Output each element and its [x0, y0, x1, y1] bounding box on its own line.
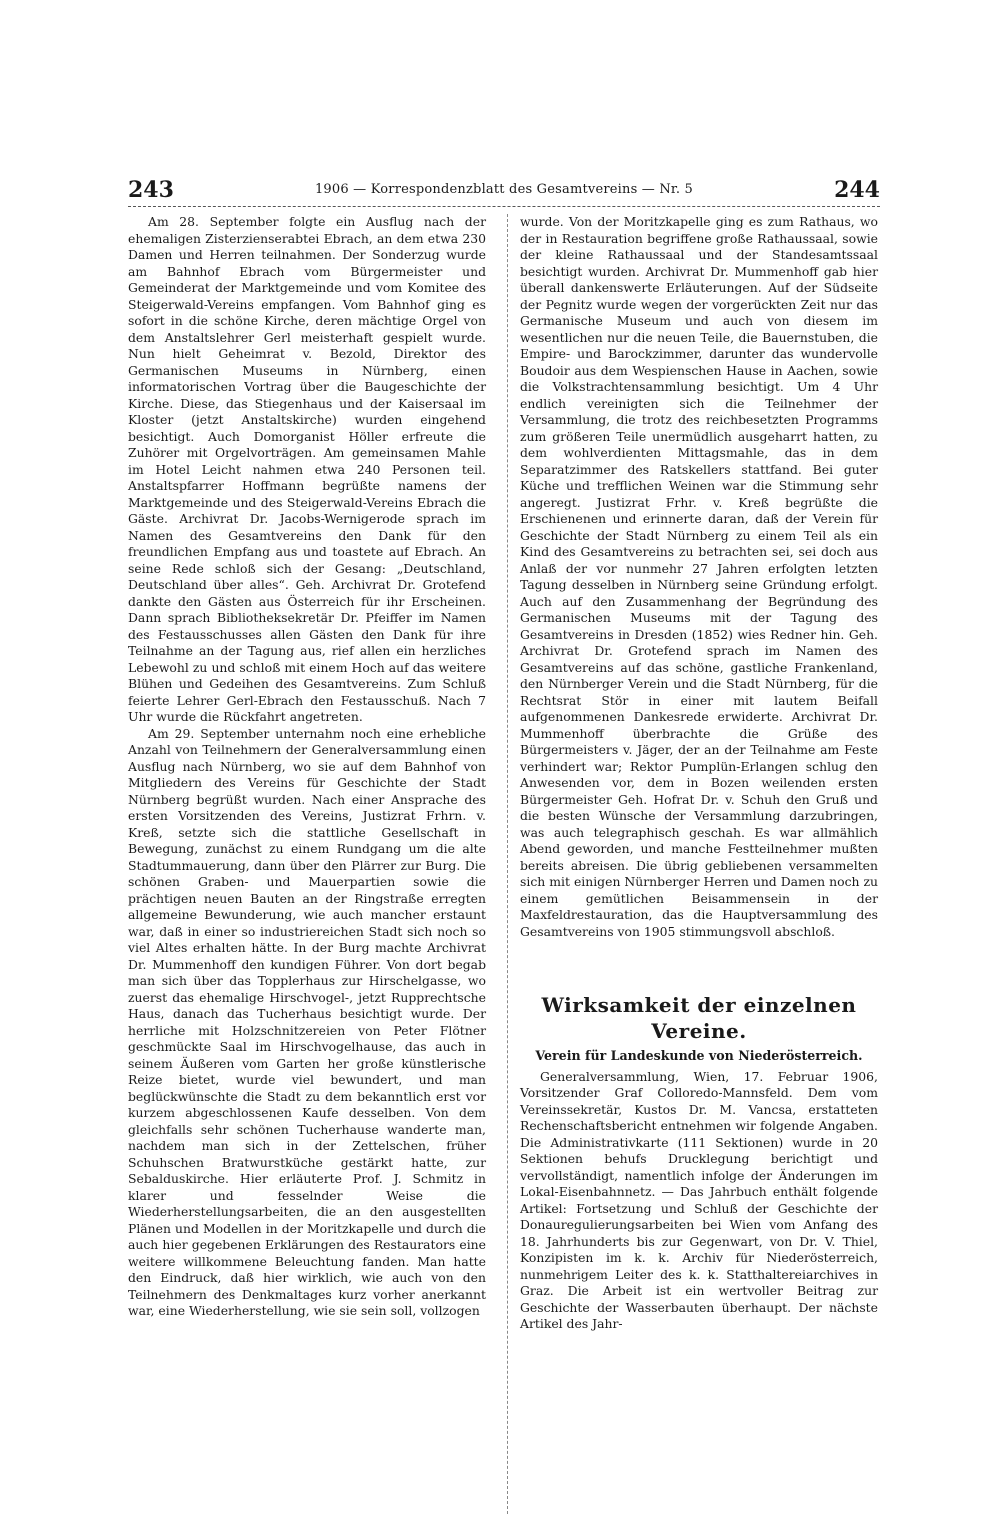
page-number-left: 243 — [128, 177, 174, 203]
column-separator — [507, 214, 508, 1514]
section-title: Wirksamkeit der einzelnen Vereine. — [541, 993, 857, 1043]
header-rule — [128, 206, 880, 207]
right-column — [520, 214, 878, 1333]
paragraph-ebrach-excursion: Am 28. September folgte ein Ausflug nach der ehemaligen Zisterzienserabtei Ebrach, an dem etwa 230 Damen und Herren teilnahmen. Der Sonderzug wurde am Bahnhof Ebrach vom Bürgermeister und Gemeinderat der Marktgemeinde und vom Komitee des Steigerwald-Vereins empfangen. Vom Bahnhof ging es sofort in die schöne Kirche, deren mächtige Orgel von dem Anstaltslehrer Gerl meisterhaft gespielt wurde. Nun hielt Geheimrat v. Bezold, Direktor des Germanischen Museums in Nürnberg, einen informatorischen Vortrag über die Baugeschichte der Kirche. Diese, das Stiegenhaus und der Kaisersaal im Kloster (jetzt Anstaltskirche) wurden eingehend besichtigt. Auch Domorganist Höller erfreute die Zuhörer mit Orgelvorträgen. Am gemeinsamen Mahle im Hotel Leicht nahmen etwa 240 Personen teil. Anstaltspfarrer Hoffmann begrüßte namens der Marktgemeinde und des Steigerwald-Vereins Ebrach die Gäste. Archivrat Dr. Jacobs-Wernigerode sprach im Namen des Gesamtvereins den Dank für den freundlichen Empfang aus und toastete auf Ebrach. An seine Rede schloß sich der Gesang: „Deutschland, Deutschland über alles“. Geh. Archivrat Dr. Grotefend dankte den Gästen aus Österreich für ihr Erscheinen. Dann sprach Bibliotheksekretär Dr. Pfeiffer im Namen des Festausschusses allen Gästen den Dank für ihre Teilnahme an der Tagung aus, rief allen ein herzliches Lebewohl zu und schloß mit einem Hoch auf das weitere Blühen und Gedeihen des Gesamtvereins. Zum Schluß feierte Lehrer Gerl-Ebrach den Festausschuß. Nach 7 Uhr wurde die Rückfahrt angetreten. — [128, 214, 486, 724]
page-number-right: 244 — [834, 177, 880, 203]
subsection-title: Verein für Landeskunde von Niederösterreich. — [535, 1048, 863, 1063]
left-column — [128, 214, 486, 1320]
paragraph-general-assembly: Generalversammlung, Wien, 17. Februar 1906, Vorsitzender Graf Colloredo-Mannsfeld. Dem vom Vereinssekretär, Kustos Dr. M. Vancsa, erstatteten Rechenschaftsbericht entnehmen wir folgende Angaben. Die Administrativkarte (111 Sektionen) wurde in 20 Sektionen behufs Drucklegung berichtigt und vervollständigt, namentlich infolge der Änderungen im Lokal-Eisenbahnnetz. — Das Jahrbuch enthält folgende Artikel: Fortsetzung und Schluß der Geschichte der Donauregulierungsarbeiten bei Wien vom Anfang des 18. Jahrhunderts bis zur Gegenwart, von Dr. V. Thiel, Konzipisten im k. k. Archiv für Niederösterreich, nunmehrigem Leiter des k. k. Statthaltereiarchives in Graz. Die Arbeit ist ein wertvoller Beitrag zur Geschichte der Wasserbauten überhaupt. Der nächste Artikel des Jahr- — [520, 1068, 878, 1331]
page-header — [128, 177, 880, 203]
running-title: 1906 — Korrespondenzblatt des Gesamtvereins — Nr. 5 — [314, 182, 694, 197]
paragraph-nuernberg-excursion: Am 29. September unternahm noch eine erhebliche Anzahl von Teilnehmern der Generalversammlung einen Ausflug nach Nürnberg, wo sie auf dem Bahnhof von Mitgliedern des Vereins für Geschichte der Stadt Nürnberg begrüßt wurden. Nach einer Ansprache des ersten Vorsitzenden des Vereins, Justizrat Frhrn. v. Kreß, setzte sich die stattliche Gesellschaft in Bewegung, zunächst zu einem Rundgang um die alte Stadtummauerung, dann über den Plärrer zur Burg. Die schönen Graben- und Mauerpartien sowie die prächtigen neuen Bauten an der Ringstraße erregten allgemeine Bewunderung, wie auch mancher erstaunt war, daß in einer so industriereichen Stadt sich noch so viel Altes erhalten hätte. In der Burg machte Archivrat Dr. Mummenhoff den kundigen Führer. Von dort begab man sich über das Topplerhaus zur Hirschelgasse, wo zuerst das ehemalige Hirschvogel-, jetzt Rupprechtsche Haus, danach das Tucherhaus besichtigt wurde. Der herrliche mit Holzschnitzereien von Peter Flötner geschmückte Saal im Hirschvogelhause, das auch in seinem Äußeren vom Garten her große künstlerische Reize bietet, wurde viel bewundert, und man beglückwünschte die Stadt zu dem bekanntlich erst vor kurzem abgeschlossenen Kaufe desselben. Von dem gleichfalls sehr schönen Tucherhause wanderte man, nachdem man sich in der Zettelschen, früher Schuhschen Bratwurstküche gestärkt hatte, zur Sebalduskirche. Hier erläuterte Prof. J. Schmitz in klarer und fesselnder Weise die Wiederherstellungsarbeiten, die an den ausgestellten Plänen und Modellen in der Moritzkapelle und durch die auch hier gegebenen Erklärungen des Restaurators eine weitere willkommene Beleuchtung fanden. Man hatte den Eindruck, daß hier wirklich, wie auch von den Teilnehmern des Denkmaltages kurz vorher anerkannt war, eine Wiederherstellung, wie sie sein soll, vollzogen — [128, 725, 486, 1318]
paragraph-continuation: wurde. Von der Moritzkapelle ging es zum Rathaus, wo der in Restauration begriffene große Rathaussaal, sowie der kleine Rathaussaal und der Standesamtssaal besichtigt wurden. Archivrat Dr. Mummenhoff gab hier überall dankenswerte Erläuterungen. Auf der Südseite der Pegnitz wurde wegen der vorgerückten Zeit nur das Germanische Museum und auch von diesem im wesentlichen nur die neuen Teile, die Bauernstuben, die Empire- und Barockzimmer, darunter das wundervolle Boudoir aus dem Wespienschen Hause in Aachen, sowie die Volkstrachtensammlung besichtigt. Um 4 Uhr endlich vereinigten sich die Teilnehmer der Versammlung, die trotz des reichbesetzten Programms zum größeren Teile unermüdlich ausgeharrt hatten, zu dem wohlverdienten Mittagsmahle, das in dem Separatzimmer des Ratskellers stattfand. Bei guter Küche und trefflichen Weinen war die Stimmung sehr angeregt. Justizrat Frhr. v. Kreß begrüßte die Erschienenen und erinnerte daran, daß der Verein für Geschichte der Stadt Nürnberg zu einem Teil als ein Kind des Gesamtvereins zu betrachten sei, sei doch aus Anlaß der vor nunmehr 27 Jahren erfolgten letzten Tagung desselben in Nürnberg seine Gründung erfolgt. Auch auf den Zusammenhang der Begründung des Germanischen Museums mit der Tagung des Gesamtvereins in Dresden (1852) wies Redner hin. Geh. Archivrat Dr. Grotefend sprach im Namen des Gesamtvereins auf das schöne, gastliche Frankenland, den Nürnberger Verein und die Stadt Nürnberg, für die Rechtsrat Stör in einer mit lautem Beifall aufgenommenen Dankesrede erwiderte. Archivrat Dr. Mummenhoff überbrachte die Grüße des Bürgermeisters v. Jäger, der an der Teilnahme am Feste verhindert war; Rektor Pumplün-Erlangen schlug den Anwesenden vor, dem in Bozen weilenden ersten Bürgermeister Geh. Hofrat Dr. v. Schuh den Gruß und die besten Wünsche der Versammlung darzubringen, was auch telegraphisch geschah. Es war allmählich Abend geworden, und manche Festteilnehmer mußten bereits abreisen. Die übrig gebliebenen versammelten sich mit einigen Nürnberger Herren und Damen noch zu einem gemütlichen Beisammensein in der Maxfeldrestauration, das die Hauptversammlung des Gesamtvereins von 1905 stimmungsvoll abschloß. — [520, 214, 878, 939]
